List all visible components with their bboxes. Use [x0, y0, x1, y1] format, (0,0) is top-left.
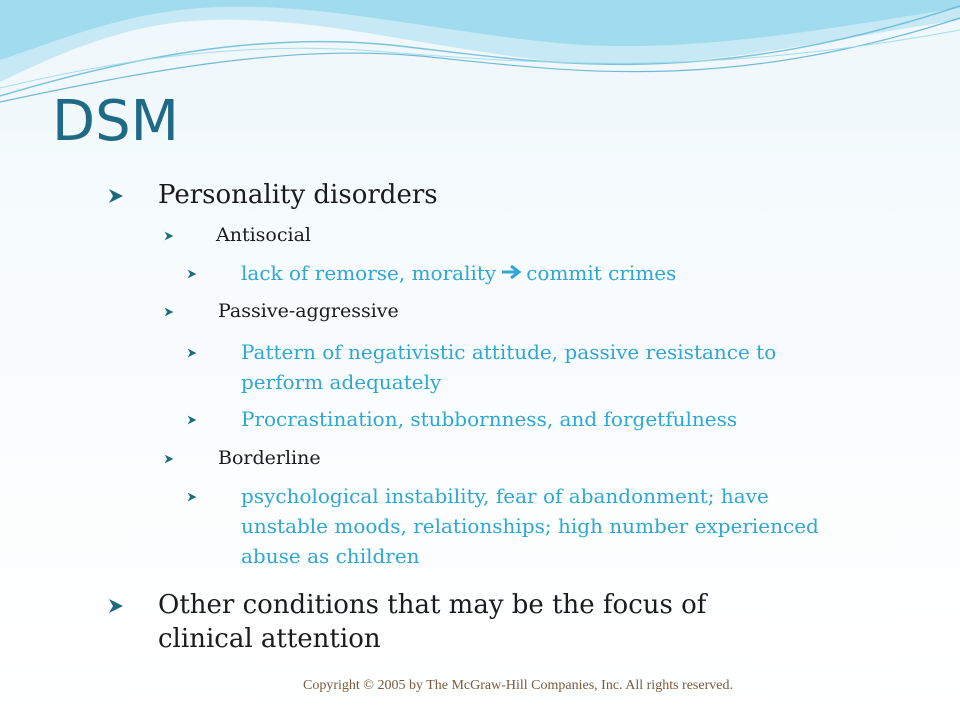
arrowhead-bullet-icon: [187, 258, 241, 279]
bullet-other-conditions: [108, 588, 778, 656]
arrowhead-bullet-icon: [187, 404, 241, 425]
bullet-text: Pattern of negativistic attitude, passive resistance to perform adequately: [241, 340, 777, 394]
bullet-passive-description-1: [187, 337, 821, 397]
slide-title: DSM: [52, 89, 179, 154]
antisocial-desc-part-a: lack of remorse, morality: [241, 261, 497, 285]
arrowhead-bullet-icon: [187, 337, 241, 358]
bullet-antisocial-description: [187, 258, 821, 291]
copyright-footer: Copyright © 2005 by The McGraw-Hill Companies, Inc. All rights reserved.: [303, 678, 733, 693]
bullet-text: Borderline: [218, 447, 321, 469]
bullet-text: Passive-aggressive: [218, 300, 399, 322]
arrowhead-bullet-icon: [164, 222, 216, 241]
arrowhead-bullet-icon: [164, 445, 218, 464]
arrowhead-bullet-icon: [187, 481, 241, 502]
bullet-text: [241, 258, 821, 291]
bullet-text: Antisocial: [216, 224, 311, 246]
bullet-passive-description-2: [187, 404, 821, 434]
bullet-passive-aggressive: [164, 298, 399, 324]
bullet-borderline-description: [187, 481, 821, 571]
right-arrow-icon: [500, 258, 522, 288]
bullet-text: psychological instability, fear of abandonment; have unstable moods, relationships; high number experienced abuse as children: [241, 484, 819, 568]
bullet-text: Procrastination, stubbornness, and forgetfulness: [241, 407, 738, 431]
bullet-personality-disorders: [108, 178, 438, 212]
bullet-text: Personality disorders: [158, 180, 438, 210]
arrowhead-bullet-icon: [108, 588, 158, 614]
arrowhead-bullet-icon: [108, 178, 158, 204]
antisocial-desc-part-b: commit crimes: [526, 261, 677, 285]
bullet-antisocial: [164, 222, 311, 248]
bullet-text: Other conditions that may be the focus of clinical attention: [158, 590, 707, 654]
arrowhead-bullet-icon: [164, 298, 218, 317]
bullet-borderline: [164, 445, 321, 471]
